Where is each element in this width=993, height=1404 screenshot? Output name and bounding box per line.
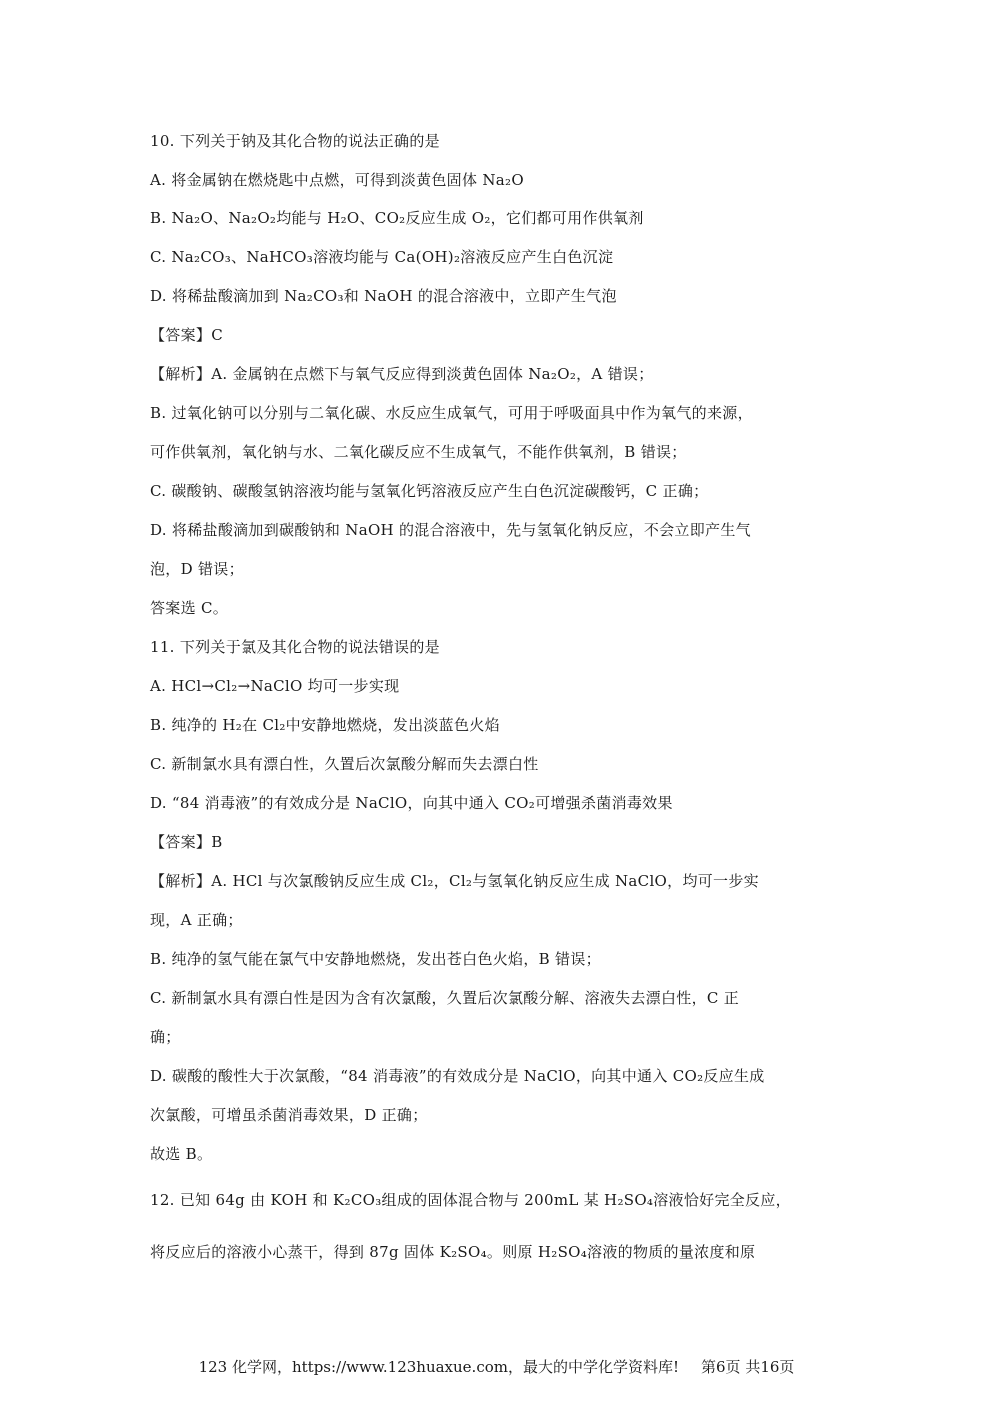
q10-option-d: D. 将稀盐酸滴加到 Na₂CO₃和 NaOH 的混合溶液中，立即产生气泡 [150, 287, 617, 305]
q11-analysis-line: 确； [150, 1028, 181, 1046]
q10-analysis-line: D. 将稀盐酸滴加到碳酸钠和 NaOH 的混合溶液中，先与氢氧化钠反应，不会立即产生气 [150, 521, 751, 539]
q10-analysis-line: 【解析】A. 金属钠在点燃下与氧气反应得到淡黄色固体 Na₂O₂，A 错误； [150, 365, 654, 383]
q10-option-b: B. Na₂O、Na₂O₂均能与 H₂O、CO₂反应生成 O₂，它们都可用作供氧剂 [150, 209, 644, 227]
q12-stem-line-2: 将反应后的溶液小心蒸干，得到 87g 固体 K₂SO₄。则原 H₂SO₄溶液的物质的量浓度和原 [150, 1243, 756, 1261]
q10-stem: 10. 下列关于钠及其化合物的说法正确的是 [150, 132, 440, 150]
q11-analysis-line: D. 碳酸的酸性大于次氯酸，“84 消毒液”的有效成分是 NaClO，向其中通入 CO₂反应生成 [150, 1067, 765, 1085]
q11-analysis-line: C. 新制氯水具有漂白性是因为含有次氯酸，久置后次氯酸分解、溶液失去漂白性，C 正 [150, 989, 740, 1007]
q11-analysis-line: 【解析】A. HCl 与次氯酸钠反应生成 Cl₂，Cl₂与氢氧化钠反应生成 NaClO，均可一步实 [150, 872, 759, 890]
q10-analysis-line: C. 碳酸钠、碳酸氢钠溶液均能与氢氧化钙溶液反应产生白色沉淀碳酸钙，C 正确； [150, 482, 709, 500]
footer-site-text: 123 化学网，https://www.123huaxue.com，最大的中学化学资料库! [198, 1358, 680, 1376]
q11-analysis-line: B. 纯净的氢气能在氯气中安静地燃烧，发出苍白色火焰，B 错误； [150, 950, 601, 968]
footer-page-number: 第6页 共16页 [701, 1358, 795, 1376]
q11-analysis-line: 故选 B。 [150, 1145, 213, 1163]
q11-option-d: D. “84 消毒液”的有效成分是 NaClO，向其中通入 CO₂可增强杀菌消毒效果 [150, 794, 673, 812]
q10-analysis-line: 答案选 C。 [150, 599, 229, 617]
q10-option-c: C. Na₂CO₃、NaHCO₃溶液均能与 Ca(OH)₂溶液反应产生白色沉淀 [150, 248, 614, 266]
q11-option-c: C. 新制氯水具有漂白性，久置后次氯酸分解而失去漂白性 [150, 755, 539, 773]
q10-answer: 【答案】C [150, 326, 223, 344]
q10-option-a: A. 将金属钠在燃烧匙中点燃，可得到淡黄色固体 Na₂O [150, 171, 524, 189]
q11-analysis-line: 次氯酸，可增虽杀菌消毒效果，D 正确； [150, 1106, 428, 1124]
page-footer [0, 1357, 993, 1377]
q10-analysis-line: B. 过氧化钠可以分别与二氧化碳、水反应生成氧气，可用于呼吸面具中作为氧气的来源， [150, 404, 753, 422]
q12-stem-line-1: 12. 已知 64g 由 KOH 和 K₂CO₃组成的固体混合物与 200mL 某 H₂SO₄溶液恰好完全反应， [150, 1191, 791, 1209]
q10-analysis-line: 泡，D 错误； [150, 560, 244, 578]
q11-answer: 【答案】B [150, 833, 223, 851]
q11-option-a: A. HCl→Cl₂→NaClO 均可一步实现 [150, 677, 400, 695]
q11-stem: 11. 下列关于氯及其化合物的说法错误的是 [150, 638, 440, 656]
q11-option-b: B. 纯净的 H₂在 Cl₂中安静地燃烧，发出淡蓝色火焰 [150, 716, 500, 734]
q10-analysis-line: 可作供氧剂，氧化钠与水、二氧化碳反应不生成氧气，不能作供氧剂，B 错误； [150, 443, 687, 461]
q11-analysis-line: 现，A 正确； [150, 911, 243, 929]
